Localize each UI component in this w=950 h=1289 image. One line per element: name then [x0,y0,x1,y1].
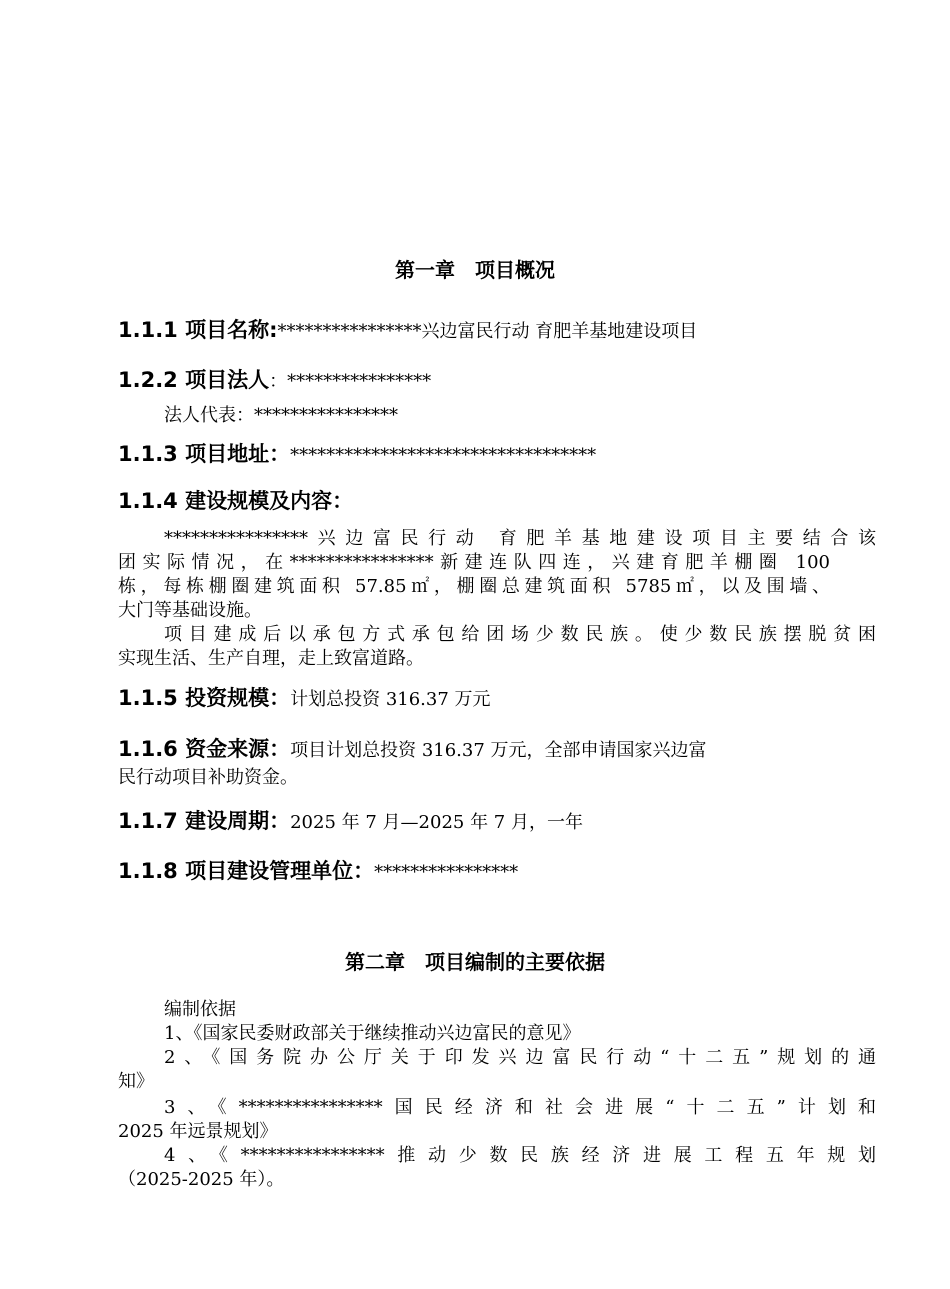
section-scale-content [118,487,353,515]
investment-scale-value: 计划总投资 316.37 万元 [290,689,491,710]
legal-person-sep: ： [269,371,288,392]
project-address-label: 1.1.3 项目地址： [118,442,291,466]
section-project-legal-person [118,366,431,396]
funding-source-line-2: 民行动项目补助资金。 [118,767,298,788]
scale-p2-line-1: 项目建成后以承包方式承包给团场少数民族。使少数民族摆脱贫困 [164,624,876,645]
legal-rep-value: **************** [254,405,398,426]
basis-item-4-line-1: 4、《****************推动少数民族经济进展工程五年规划 [164,1145,876,1166]
section-investment-scale [118,684,491,714]
legal-person-value: **************** [287,371,432,392]
legal-rep-label: 法人代表： [164,405,254,426]
scale-p1-line-3: 栋，每栋棚圈建筑面积 57.85㎡，棚圈总建筑面积 5785㎡，以及围墙、 [118,576,830,597]
scale-p2-line-2: 实现生活、生产自理，走上致富道路。 [118,648,424,669]
basis-intro: 编制依据 [164,999,236,1020]
section-project-name [118,316,697,346]
funding-source-value: 项目计划总投资 316.37 万元，全部申请国家兴边富 [290,740,707,761]
scale-p1-line-1: ****************兴边富民行动 育肥羊基地建设项目主要结合该 [164,528,876,549]
scale-content-label: 1.1.4 建设规模及内容： [118,489,354,513]
construction-period-value: 2025 年 7 月—2025 年 7 月，一年 [290,812,583,833]
investment-scale-label: 1.1.5 投资规模： [118,686,291,710]
basis-item-3-line-2: 2025 年远景规划》 [118,1121,278,1142]
scale-p1-line-2: 团实际情况，在****************新建连队四连，兴建育肥羊棚圈 100 [118,552,830,573]
basis-item-2-line-2: 知》 [118,1071,154,1092]
legal-representative-line [118,404,876,428]
section-funding-source [118,735,707,765]
project-name-label: 1.1.1 项目名称: [118,318,278,342]
basis-item-2-line-1: 2、《国务院办公厅关于印发兴边富民行动“十二五”规划的通 [164,1047,876,1068]
basis-item-1: 1、《国家民委财政部关于继续推动兴边富民的意见》 [164,1023,581,1044]
legal-person-label: 1.2.2 项目法人 [118,368,270,392]
basis-item-3-line-1: 3、《****************国民经济和社会进展“十二五”计划和 [164,1097,876,1118]
basis-item-4-line-2: （2025-2025 年）。 [118,1169,285,1190]
funding-source-label: 1.1.6 资金来源： [118,737,291,761]
management-unit-label: 1.1.8 项目建设管理单位： [118,859,375,883]
project-address-value: ********************************** [290,445,597,466]
scale-p1-line-4: 大门等基础设施。 [118,600,262,621]
section-management-unit [118,857,518,887]
chapter-1-title: 第一章 项目概况 [395,258,555,282]
section-project-address [118,440,596,470]
section-construction-period [118,807,583,837]
construction-period-label: 1.1.7 建设周期： [118,809,291,833]
chapter-2-title: 第二章 项目编制的主要依据 [345,950,605,974]
project-name-value: ****************兴边富民行动 育肥羊基地建设项目 [277,321,698,342]
management-unit-value: **************** [374,862,519,883]
